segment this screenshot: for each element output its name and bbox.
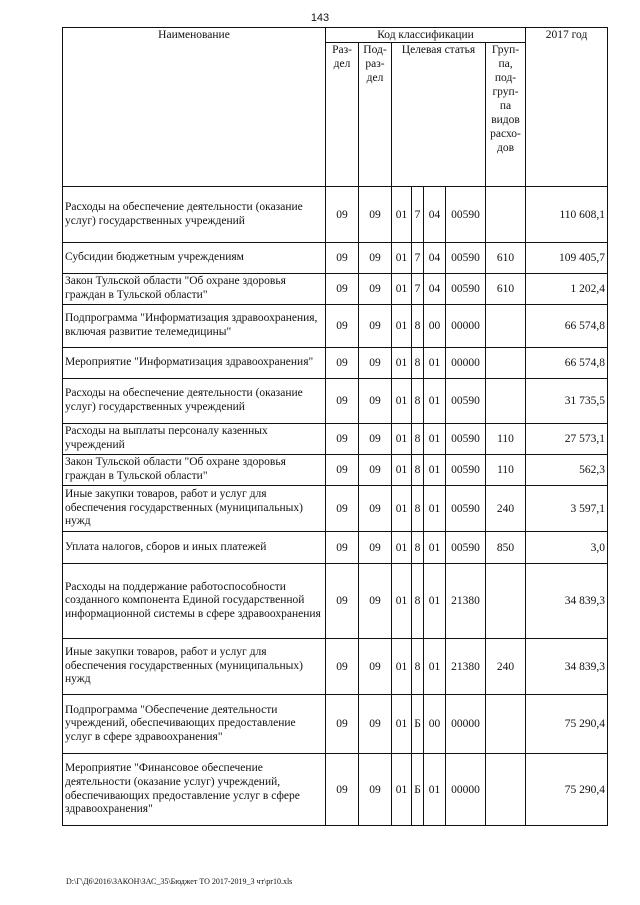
row-subsection: 09	[359, 754, 392, 826]
page-number: 143	[310, 12, 330, 24]
row-amount: 75 290,4	[526, 695, 608, 754]
row-name: Иные закупки товаров, работ и услуг для обеспечения государственных (муниципальных) нужд	[63, 486, 326, 532]
table-row	[63, 564, 608, 639]
budget-table	[62, 27, 608, 826]
row-subprogram-code: 8	[412, 379, 424, 424]
row-direction-code: 00000	[446, 348, 486, 379]
row-program-code: 01	[392, 532, 412, 564]
row-name: Мероприятие "Информатизация здравоохранения"	[63, 348, 326, 379]
row-name: Закон Тульской области "Об охране здоровья граждан в Тульской области"	[63, 455, 326, 486]
row-direction-code: 00590	[446, 274, 486, 305]
row-name: Подпрограмма "Обеспечение деятельности учреждений, обеспечивающих предоставление услуг в сфере здравоохранения"	[63, 695, 326, 754]
row-direction-code: 00590	[446, 455, 486, 486]
table-row	[63, 348, 608, 379]
row-activity-code: 04	[424, 187, 446, 243]
header-name: Наименование	[63, 28, 326, 187]
row-expense-type: 240	[486, 486, 526, 532]
row-subsection: 09	[359, 348, 392, 379]
row-direction-code: 00590	[446, 187, 486, 243]
row-subsection: 09	[359, 486, 392, 532]
row-name: Иные закупки товаров, работ и услуг для обеспечения государственных (муниципальных) нужд	[63, 639, 326, 695]
row-name: Подпрограмма "Информатизация здравоохранения, включая развитие телемедицины"	[63, 305, 326, 348]
row-amount: 66 574,8	[526, 305, 608, 348]
row-subprogram-code: Б	[412, 695, 424, 754]
row-subsection: 09	[359, 274, 392, 305]
table-row	[63, 274, 608, 305]
row-program-code: 01	[392, 424, 412, 455]
row-expense-type	[486, 305, 526, 348]
row-name: Субсидии бюджетным учреждениям	[63, 243, 326, 274]
row-subsection: 09	[359, 424, 392, 455]
row-section: 09	[326, 695, 359, 754]
row-direction-code: 00000	[446, 754, 486, 826]
row-amount: 34 839,3	[526, 564, 608, 639]
row-program-code: 01	[392, 564, 412, 639]
row-subsection: 09	[359, 305, 392, 348]
row-activity-code: 01	[424, 754, 446, 826]
row-activity-code: 04	[424, 274, 446, 305]
row-name: Уплата налогов, сборов и иных платежей	[63, 532, 326, 564]
row-activity-code: 01	[424, 532, 446, 564]
header-expense-group: Груп- па, под- груп- па видов расхо- дов	[486, 43, 526, 187]
table-row	[63, 379, 608, 424]
row-subprogram-code: 8	[412, 455, 424, 486]
row-section: 09	[326, 424, 359, 455]
row-name: Расходы на выплаты персоналу казенных учреждений	[63, 424, 326, 455]
row-section: 09	[326, 348, 359, 379]
row-subprogram-code: 8	[412, 532, 424, 564]
table-row	[63, 486, 608, 532]
row-subprogram-code: Б	[412, 754, 424, 826]
row-program-code: 01	[392, 695, 412, 754]
row-expense-type: 850	[486, 532, 526, 564]
row-section: 09	[326, 455, 359, 486]
row-subsection: 09	[359, 243, 392, 274]
row-subprogram-code: 7	[412, 274, 424, 305]
row-expense-type: 610	[486, 243, 526, 274]
row-subsection: 09	[359, 532, 392, 564]
table-row	[63, 455, 608, 486]
row-program-code: 01	[392, 348, 412, 379]
row-subsection: 09	[359, 455, 392, 486]
row-amount: 109 405,7	[526, 243, 608, 274]
row-subprogram-code: 8	[412, 639, 424, 695]
row-activity-code: 01	[424, 639, 446, 695]
row-activity-code: 01	[424, 455, 446, 486]
row-subprogram-code: 8	[412, 305, 424, 348]
table-row	[63, 695, 608, 754]
row-subsection: 09	[359, 187, 392, 243]
row-name: Закон Тульской области "Об охране здоровья граждан в Тульской области"	[63, 274, 326, 305]
header-subsection: Под- раз- дел	[359, 43, 392, 187]
row-direction-code: 00000	[446, 305, 486, 348]
table-row	[63, 532, 608, 564]
row-expense-type: 610	[486, 274, 526, 305]
row-section: 09	[326, 187, 359, 243]
row-expense-type: 110	[486, 455, 526, 486]
row-name: Расходы на обеспечение деятельности (оказание услуг) государственных учреждений	[63, 187, 326, 243]
row-direction-code: 00590	[446, 532, 486, 564]
row-activity-code: 04	[424, 243, 446, 274]
row-amount: 3 597,1	[526, 486, 608, 532]
table-row	[63, 305, 608, 348]
row-activity-code: 00	[424, 305, 446, 348]
row-amount: 75 290,4	[526, 754, 608, 826]
row-name: Мероприятие "Финансовое обеспечение деятельности (оказание услуг) учреждений, обеспечивающих предоставление услуг в сфере здравоохранения"	[63, 754, 326, 826]
row-expense-type	[486, 348, 526, 379]
row-expense-type: 110	[486, 424, 526, 455]
row-subprogram-code: 8	[412, 564, 424, 639]
table-row	[63, 424, 608, 455]
row-amount: 1 202,4	[526, 274, 608, 305]
row-direction-code: 21380	[446, 564, 486, 639]
row-section: 09	[326, 243, 359, 274]
row-program-code: 01	[392, 754, 412, 826]
row-expense-type	[486, 379, 526, 424]
row-direction-code: 00590	[446, 424, 486, 455]
row-section: 09	[326, 754, 359, 826]
row-amount: 562,3	[526, 455, 608, 486]
table-row	[63, 639, 608, 695]
row-expense-type	[486, 564, 526, 639]
row-subprogram-code: 7	[412, 243, 424, 274]
header-section: Раз- дел	[326, 43, 359, 187]
row-program-code: 01	[392, 486, 412, 532]
row-activity-code: 01	[424, 379, 446, 424]
row-amount: 110 608,1	[526, 187, 608, 243]
row-amount: 66 574,8	[526, 348, 608, 379]
header-target-article: Целевая статья	[392, 43, 486, 187]
header-year: 2017 год	[526, 28, 608, 187]
row-subprogram-code: 7	[412, 187, 424, 243]
row-direction-code: 00590	[446, 379, 486, 424]
row-expense-type	[486, 754, 526, 826]
row-section: 09	[326, 486, 359, 532]
row-subprogram-code: 8	[412, 486, 424, 532]
row-section: 09	[326, 379, 359, 424]
header-code: Код классификации	[326, 28, 526, 43]
row-section: 09	[326, 305, 359, 348]
row-subsection: 09	[359, 379, 392, 424]
row-activity-code: 00	[424, 695, 446, 754]
table-row	[63, 187, 608, 243]
row-activity-code: 01	[424, 424, 446, 455]
row-program-code: 01	[392, 455, 412, 486]
row-name: Расходы на поддержание работоспособности созданного компонента Единой государственной информационной системы в сфере здравоохранения	[63, 564, 326, 639]
row-name: Расходы на обеспечение деятельности (оказание услуг) государственных учреждений	[63, 379, 326, 424]
row-direction-code: 21380	[446, 639, 486, 695]
row-program-code: 01	[392, 243, 412, 274]
table-row	[63, 243, 608, 274]
row-program-code: 01	[392, 187, 412, 243]
file-path-footer: D:\Г\Д6\2016\ЗАКОН\ЗАС_35\Бюджет ТО 2017-2019_3 чт\pr10.xls	[66, 877, 293, 886]
row-expense-type	[486, 187, 526, 243]
table-row	[63, 754, 608, 826]
row-program-code: 01	[392, 639, 412, 695]
row-program-code: 01	[392, 379, 412, 424]
row-subsection: 09	[359, 564, 392, 639]
row-subsection: 09	[359, 695, 392, 754]
row-amount: 3,0	[526, 532, 608, 564]
row-activity-code: 01	[424, 348, 446, 379]
row-program-code: 01	[392, 305, 412, 348]
row-activity-code: 01	[424, 564, 446, 639]
row-amount: 31 735,5	[526, 379, 608, 424]
row-direction-code: 00590	[446, 243, 486, 274]
row-expense-type: 240	[486, 639, 526, 695]
row-subprogram-code: 8	[412, 424, 424, 455]
row-section: 09	[326, 274, 359, 305]
row-amount: 34 839,3	[526, 639, 608, 695]
row-subprogram-code: 8	[412, 348, 424, 379]
row-subsection: 09	[359, 639, 392, 695]
row-amount: 27 573,1	[526, 424, 608, 455]
row-section: 09	[326, 639, 359, 695]
row-direction-code: 00000	[446, 695, 486, 754]
row-direction-code: 00590	[446, 486, 486, 532]
row-expense-type	[486, 695, 526, 754]
row-section: 09	[326, 564, 359, 639]
row-program-code: 01	[392, 274, 412, 305]
row-activity-code: 01	[424, 486, 446, 532]
row-section: 09	[326, 532, 359, 564]
